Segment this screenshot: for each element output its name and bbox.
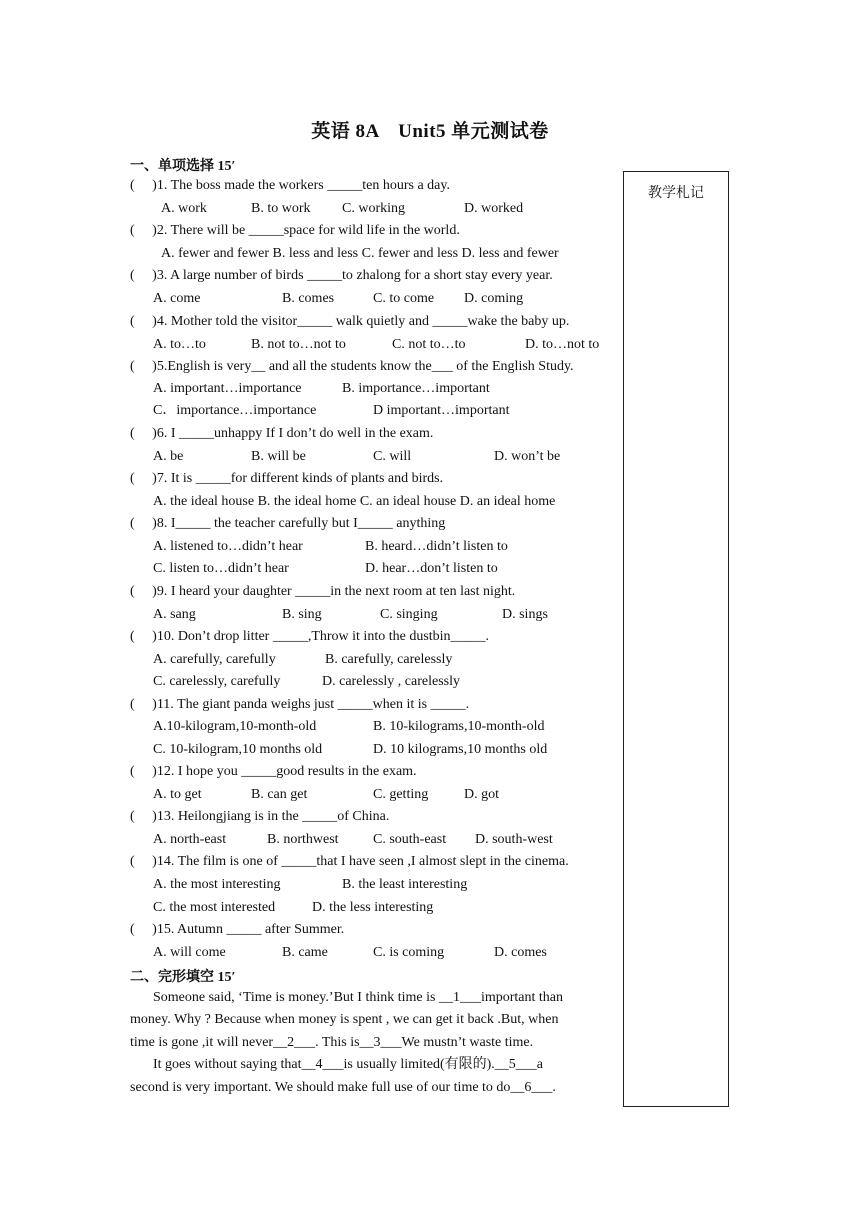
option-d: D. got [464,787,499,802]
question-stem: ( )12. I hope you _____good results in the exam. [130,764,417,779]
teaching-notes-title: 教学札记 [648,186,704,201]
option-a: A. work [161,201,207,216]
passage-line: It goes without saying that__4___is usually limited(有限的).__5___a [153,1057,544,1072]
option-b: B. the least interesting [342,877,468,892]
option-b: B. sing [282,607,322,622]
option-b: B. to work [251,201,311,216]
option-d: D. 10 kilograms,10 months old [373,742,548,757]
option-a: A. sang [153,607,196,622]
option-b: B. importance…important [342,381,490,396]
option-a: A. be [153,449,184,464]
passage-line: money. Why ? Because when money is spent , we can get it back .But, when [130,1012,559,1027]
question-stem: ( )15. Autumn _____ after Summer. [130,922,345,937]
option-d: D. coming [464,291,524,306]
option-d: D. south-west [475,832,553,847]
option-c: C. the most interested [153,900,276,915]
option-d: D. carelessly , carelessly [322,674,460,689]
option-b: B. can get [251,787,308,802]
option-b: B. 10-kilograms,10-month-old [373,719,545,734]
option-d: D important…important [373,403,510,418]
option-c: C．importance…importance [153,403,317,418]
option-c: C. singing [380,607,438,622]
option-c: C. will [373,449,412,464]
question-stem: ( )1. The boss made the workers _____ten hours a day. [130,178,450,193]
question-stem: ( )5.English is very__ and all the students know the___ of the English Study. [130,359,574,374]
option-b: B. comes [282,291,335,306]
option-c: C. not to…to [392,337,466,352]
option-a: A. come [153,291,201,306]
option-d: D. comes [494,945,547,960]
option-c: C. carelessly, carefully [153,674,281,689]
option-c: C. is coming [373,945,445,960]
question-stem: ( )3. A large number of birds _____to zhalong for a short stay every year. [130,268,553,283]
option-d: D. sings [502,607,548,622]
option-b: B. will be [251,449,306,464]
section-heading-multiple-choice: 一、单项选择 15′ [130,159,236,174]
option-b: B. heard…didn’t listen to [365,539,508,554]
option-a: A. will come [153,945,226,960]
option-c: C. listen to…didn’t hear [153,561,289,576]
question-stem: ( )14. The film is one of _____that I have seen ,I almost slept in the cinema. [130,854,569,869]
option-d: D. to…not to [525,337,600,352]
option-a: A. north-east [153,832,227,847]
options-line: A. the ideal house B. the ideal home C. an ideal house D. an ideal home [153,494,556,509]
option-b: B. northwest [267,832,339,847]
option-a: A. the most interesting [153,877,281,892]
options-line: A. fewer and fewer B. less and less C. fewer and less D. less and fewer [161,246,559,261]
option-d: D. hear…don’t listen to [365,561,498,576]
option-a: A.10-kilogram,10-month-old [153,719,317,734]
option-c: C. south-east [373,832,447,847]
teaching-notes-box [623,171,729,1107]
option-b: B. came [282,945,328,960]
question-stem: ( )4. Mother told the visitor_____ walk quietly and _____wake the baby up. [130,314,570,329]
question-stem: ( )8. I_____ the teacher carefully but I_____ anything [130,516,446,531]
option-d: D. won’t be [494,449,561,464]
question-stem: ( )13. Heilongjiang is in the _____of China. [130,809,390,824]
section-heading-cloze: 二、完形填空 15′ [130,970,236,985]
question-stem: ( )11. The giant panda weighs just _____when it is _____. [130,697,470,712]
option-c: C. 10-kilogram,10 months old [153,742,323,757]
passage-line: second is very important. We should make full use of our time to do__6___. [130,1080,556,1095]
option-a: A. to…to [153,337,206,352]
option-a: A. to get [153,787,202,802]
passage-line: time is gone ,it will never__2___. This is__3___We mustn’t waste time. [130,1035,534,1050]
option-b: B. carefully, carelessly [325,652,453,667]
option-b: B. not to…not to [251,337,346,352]
option-d: D. worked [464,201,524,216]
question-stem: ( )7. It is _____for different kinds of plants and birds. [130,471,444,486]
option-c: C. to come [373,291,435,306]
question-stem: ( )6. I _____unhappy If I don’t do well in the exam. [130,426,434,441]
question-stem: ( )10. Don’t drop litter _____,Throw it into the dustbin_____. [130,629,490,644]
passage-line: Someone said, ‘Time is money.’But I think time is __1___important than [153,990,563,1005]
option-a: A. important…importance [153,381,302,396]
option-c: C. working [342,201,405,216]
question-stem: ( )9. I heard your daughter _____in the next room at ten last night. [130,584,516,599]
option-c: C. getting [373,787,429,802]
option-d: D. the less interesting [312,900,434,915]
option-a: A. listened to…didn’t hear [153,539,303,554]
page-title: 英语 8A Unit5 单元测试卷 [311,121,549,142]
option-a: A. carefully, carefully [153,652,276,667]
question-stem: ( )2. There will be _____space for wild life in the world. [130,223,460,238]
